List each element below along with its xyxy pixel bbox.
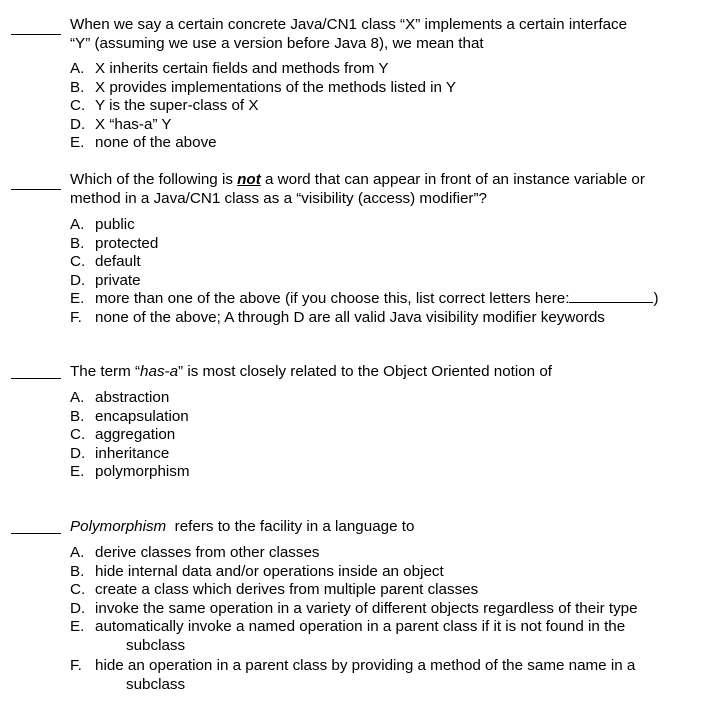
option-e: E. automatically invoke a named operation in a parent class if it is not found in the subclass bbox=[70, 618, 695, 655]
option-d: D. X “has-a” Y bbox=[70, 115, 172, 133]
option-e: E. polymorphism bbox=[70, 463, 190, 480]
option-c: C. default bbox=[70, 253, 141, 270]
option-e: E. more than one of the above (if you choose this, list correct letters here: ) bbox=[70, 290, 659, 307]
option-e: E. none of the above bbox=[70, 134, 217, 151]
option-d: D. invoke the same operation in a variety of different objects regardless of their type bbox=[70, 599, 638, 617]
emphasis-polymorphism: Polymorphism bbox=[70, 518, 167, 535]
option-a: A. public bbox=[70, 216, 135, 233]
option-b: B. encapsulation bbox=[70, 407, 189, 425]
question-4-stem: Polymorphism refers to the facility in a language to bbox=[70, 518, 415, 535]
option-b: B. hide internal data and/or operations inside an object bbox=[70, 562, 444, 580]
option-d: D. inheritance bbox=[70, 444, 170, 462]
question-4-options bbox=[70, 544, 695, 694]
option-c: C. aggregation bbox=[70, 426, 176, 443]
emphasis-not: not bbox=[237, 171, 261, 188]
option-f: F. hide an operation in a parent class by providing a method of the same name in a subclass bbox=[70, 657, 695, 694]
answer-blank-4[interactable] bbox=[11, 533, 61, 534]
question-2-stem: Which of the following is not a word that can appear in front of an instance variable or method in a Java/CN1 class as a “visibility (access) modifier”? bbox=[70, 171, 645, 207]
question-1-options bbox=[70, 60, 695, 153]
question-3-options bbox=[70, 389, 695, 482]
emphasis-has-a: has-a bbox=[140, 363, 179, 380]
answer-blank-3[interactable] bbox=[11, 378, 61, 379]
question-2-options bbox=[70, 216, 695, 327]
question-1-stem: When we say a certain concrete Java/CN1 class “X” implements a certain interface “Y” (assuming we use a version before Java 8), we mean that bbox=[70, 16, 628, 52]
option-f-continuation: subclass bbox=[126, 675, 186, 693]
question-3-stem: The term “has-a” is most closely related to the Object Oriented notion of bbox=[70, 363, 553, 380]
option-c: C. create a class which derives from multiple parent classes bbox=[70, 581, 479, 598]
option-b: B. protected bbox=[70, 234, 159, 252]
option-b: B. X provides implementations of the methods listed in Y bbox=[70, 78, 457, 96]
option-f: F. none of the above; A through D are all valid Java visibility modifier keywords bbox=[70, 308, 605, 326]
option-a: A. derive classes from other classes bbox=[70, 544, 320, 561]
option-d: D. private bbox=[70, 271, 141, 289]
option-a: A. X inherits certain fields and methods from Y bbox=[70, 60, 389, 77]
option-e-continuation: subclass bbox=[126, 636, 186, 654]
answer-blank-1[interactable] bbox=[11, 34, 61, 35]
option-c: C. Y is the super-class of X bbox=[70, 97, 259, 114]
option-a: A. abstraction bbox=[70, 389, 170, 406]
answer-blank-2[interactable] bbox=[11, 189, 61, 190]
letters-blank[interactable] bbox=[569, 290, 653, 303]
